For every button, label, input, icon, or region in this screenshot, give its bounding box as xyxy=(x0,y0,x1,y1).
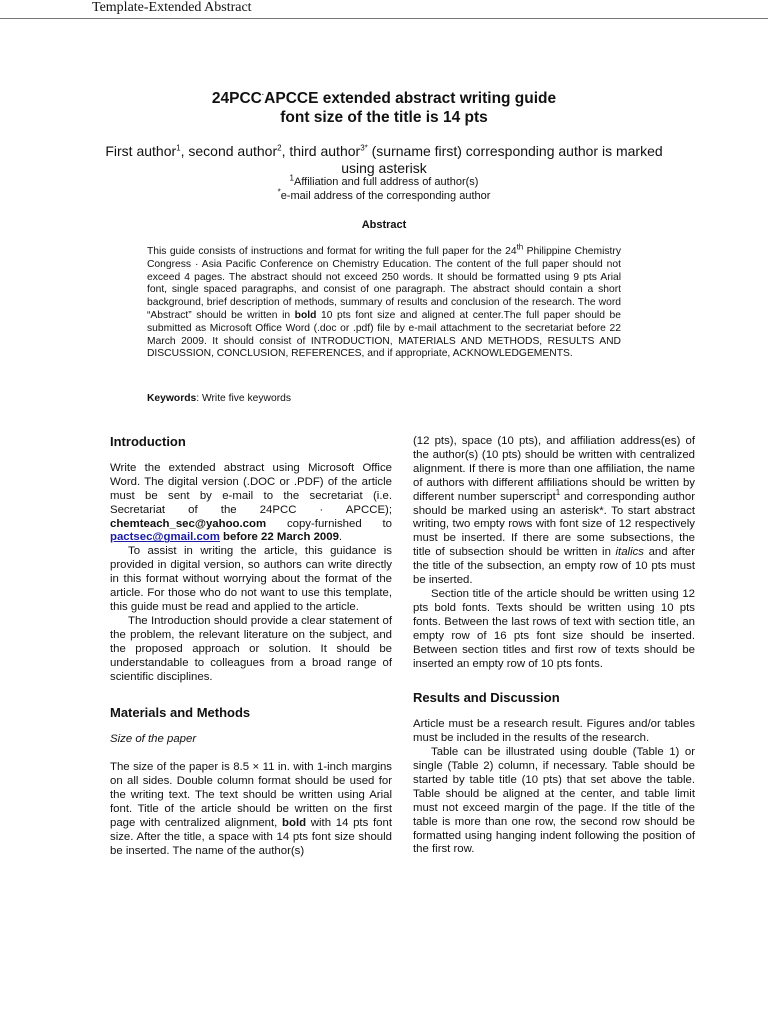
section-heading-results: Results and Discussion xyxy=(413,690,560,706)
section-heading-introduction: Introduction xyxy=(110,434,186,449)
paper-title xyxy=(0,86,768,127)
affiliations xyxy=(0,175,768,203)
subsection-heading-paper-size: Size of the paper xyxy=(110,733,197,746)
intro-paragraph-2: To assist in writing the article, this guidance is provided in digital version, so authors can write directly in this format without worrying about the format of the article. For those who do not want to use this template, this guide must be read and applied to the article. xyxy=(110,545,392,613)
corresponding-email-line: *e-mail address of the corresponding author xyxy=(277,187,491,202)
intro-paragraph-3: The Introduction should provide a clear statement of the problem, the relevant literature on the subject, and the proposed approach or solution. It should be understandable to colleagues from a broad range of scientific disciplines. xyxy=(110,614,392,683)
secretariat-email[interactable]: chemteach_sec@yahoo.com xyxy=(110,517,267,530)
pact-email-link[interactable]: pactsec@gmail.com xyxy=(110,531,220,544)
abstract-heading: Abstract xyxy=(361,219,407,231)
title-line-1: 24PCC·APCCE extended abstract writing guide xyxy=(211,90,557,108)
title-line-2: font size of the title is 14 pts xyxy=(280,109,488,127)
affiliation-line: $^1$Affiliation and full address of author(s) xyxy=(289,173,479,188)
format-paragraph-1: (12 pts), space (10 pts), and affiliation address(es) of the author(s) (10 pts) should be written with centralized alignment. If there is more than one affiliation, the name of authors with different affiliations should be written by different number superscript$^1$ and corresponding author should be marked using an asterisk*. To start abstract writing, two empty rows with font size of 12 respectively must be inserted. If there are some subsections, the title of subsection should be written in italics and after the title of the subsection, an empty row of 10 pts must be inserted. xyxy=(413,435,695,587)
author-list: First author$^1$, second author$^2$, third author$^{3*}$ (surname first) corresponding author is marked using asterisk xyxy=(105,143,663,176)
right-column xyxy=(413,435,695,857)
section-heading-materials: Materials and Methods xyxy=(110,705,251,721)
results-paragraph-2: Table can be illustrated using double (Table 1) or single (Table 2) column, if necessary. Table should be started by table title (10 pts) that set above the table. Table should be aligned at the center, and table limit must not exceed margin of the page. If the title of the table is more than one row, the second row should be formatted using hanging indent following the position of the first row. xyxy=(413,746,695,856)
left-column xyxy=(110,435,392,859)
format-paragraph-2: Section title of the article should be written using 12 pts bold fonts. Texts should be written using 10 pts fonts. Between the last rows of text with section title, an empty row of 16 pts font size should be inserted. Between section titles and first row of texts should be inserted an empty row of 10 pts fonts. xyxy=(413,587,695,670)
materials-paragraph-1: The size of the paper is 8.5 × 11 in. with 1-inch margins on all sides. Double column format should be used for the writing text. The text should be written using Arial font. Title of the article should be written on the first page with centralized alignment, bold with 14 pts font size. After the title, a space with 14 pts font size should be inserted. The name of the author(s) xyxy=(110,761,392,857)
intro-paragraph-1: Write the extended abstract using Microsoft Office Word. The digital version (.DOC or .PDF) of the article must be sent by e-mail to the secretariat (i.e. Secretariat of the 24PCC · APCCE); chemteach_sec@yahoo.com copy-furnished to pactsec@gmail.com before 22 March 2009. xyxy=(110,461,392,544)
running-header: Template-Extended Abstract xyxy=(92,0,252,15)
abstract-body: This guide consists of instructions and format for writing the full paper for the 24th Philippine Chemistry Congress · Asia Pacific Conference on Chemistry Education. The content of the full paper should not exceed 4 pages. The abstract should not exceed 250 words. It should be formatted using 9 pts Arial font, single spaced paragraphs, and consist of one paragraph. The abstract should contain a short background, brief description of methods, summary of results and conclusion of the research. The word “Abstract” should be written in bold 10 pts font size and aligned at center.The full paper should be submitted as Microsoft Office Word (.doc or .pdf) file by e-mail attachment to the secretariat before 22 March 2009. It should consist of INTRODUCTION, MATERIALS AND METHODS, RESULTS AND DISCUSSION, CONCLUSION, REFERENCES, and if appropriate, ACKNOWLEDGEMENTS. xyxy=(147,242,621,360)
results-paragraph-1: Article must be a research result. Figures and/or tables must be included in the results of the research. xyxy=(413,718,695,745)
keywords: Keywords: Write five keywords xyxy=(147,393,292,404)
